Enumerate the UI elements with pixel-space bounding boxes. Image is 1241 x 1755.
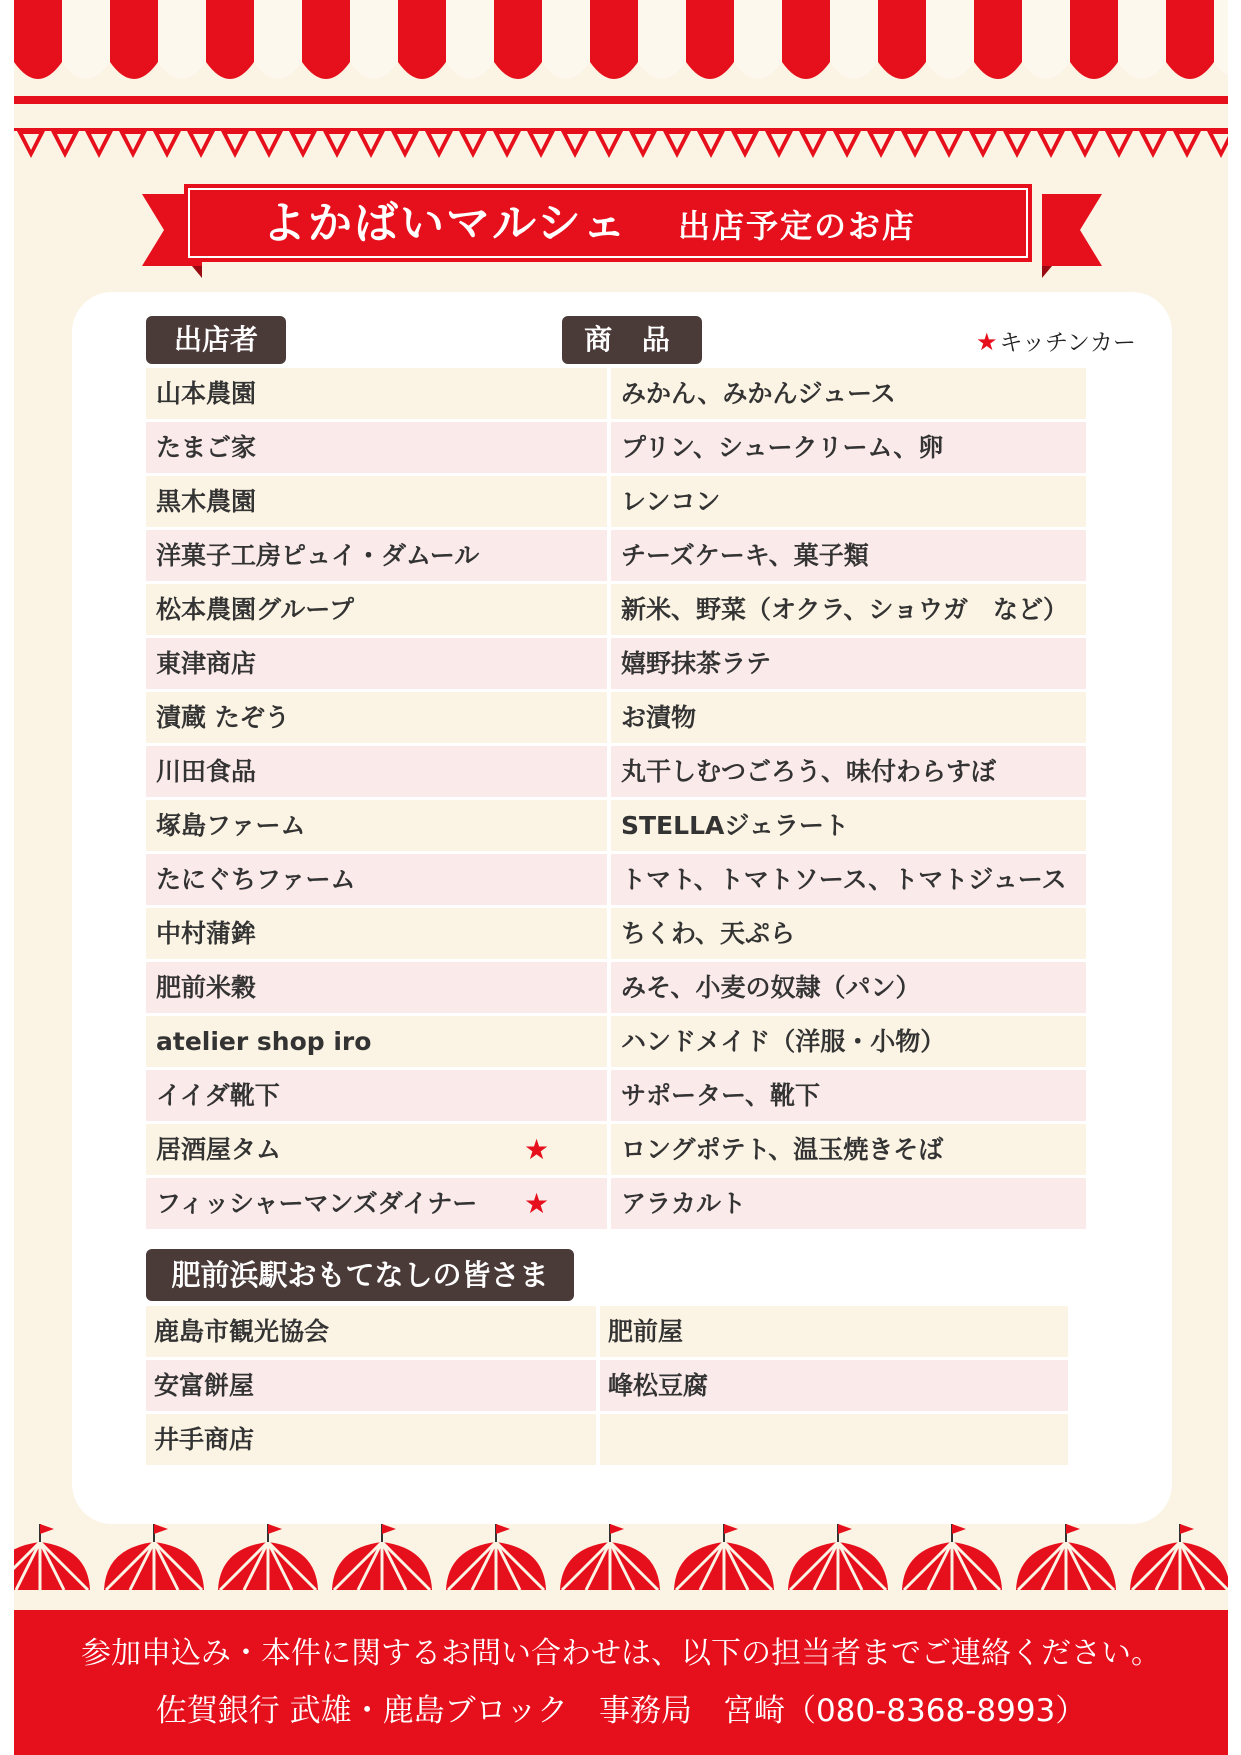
footer-contact-note: 参加申込み・本件に関するお問い合わせは、以下の担当者までご連絡ください。 bbox=[81, 1636, 1161, 1671]
vendor-row bbox=[146, 638, 1086, 689]
vendor-row bbox=[146, 692, 1086, 743]
awning-decoration bbox=[14, 0, 1228, 120]
host-name: 肥前屋 bbox=[600, 1306, 1068, 1357]
kitchen-car-star-icon: ★ bbox=[524, 1187, 550, 1220]
host-row bbox=[146, 1414, 1068, 1465]
footer-bar bbox=[14, 1610, 1228, 1755]
vendor-table bbox=[146, 368, 1086, 1232]
host-name: 鹿島市観光協会 bbox=[146, 1306, 596, 1357]
kitchen-car-star-icon: ★ bbox=[524, 1133, 550, 1166]
vendor-row bbox=[146, 854, 1086, 905]
vendor-row bbox=[146, 1178, 1086, 1229]
vendor-product: ロングポテト、温玉焼きそば bbox=[611, 1124, 1086, 1175]
vendor-name: たにぐちファーム bbox=[146, 854, 607, 905]
vendor-product: ちくわ、天ぷら bbox=[611, 908, 1086, 959]
vendor-name: 肥前米穀 bbox=[146, 962, 607, 1013]
host-table bbox=[146, 1306, 1068, 1468]
vendor-name: 居酒屋タム bbox=[146, 1124, 607, 1175]
vendor-product: ハンドメイド（洋服・小物） bbox=[611, 1016, 1086, 1067]
host-row bbox=[146, 1306, 1068, 1357]
vendor-row bbox=[146, 1070, 1086, 1121]
vendor-name: 東津商店 bbox=[146, 638, 607, 689]
vendor-product: アラカルト bbox=[611, 1178, 1086, 1229]
vendor-name: 塚島ファーム bbox=[146, 800, 607, 851]
vendor-row bbox=[146, 584, 1086, 635]
tent-decoration bbox=[14, 1520, 1228, 1600]
vendor-product: プリン、シュークリーム、卵 bbox=[611, 422, 1086, 473]
hosts-header: 肥前浜駅おもてなしの皆さま bbox=[146, 1249, 574, 1301]
vendor-product: STELLAジェラート bbox=[611, 800, 1086, 851]
vendor-name: 黒木農園 bbox=[146, 476, 607, 527]
host-name bbox=[600, 1414, 1068, 1465]
vendor-product: レンコン bbox=[611, 476, 1086, 527]
vendor-row bbox=[146, 746, 1086, 797]
vendor-product: 嬉野抹茶ラテ bbox=[611, 638, 1086, 689]
host-row bbox=[146, 1360, 1068, 1411]
host-name: 井手商店 bbox=[146, 1414, 596, 1465]
host-name: 峰松豆腐 bbox=[600, 1360, 1068, 1411]
star-icon: ★ bbox=[976, 328, 998, 356]
vendor-product: チーズケーキ、菓子類 bbox=[611, 530, 1086, 581]
vendor-product: 丸干しむつごろう、味付わらすぼ bbox=[611, 746, 1086, 797]
vendor-name: 漬蔵 たぞう bbox=[146, 692, 607, 743]
vendor-row bbox=[146, 422, 1086, 473]
vendor-row bbox=[146, 1016, 1086, 1067]
vendor-name: 松本農園グループ bbox=[146, 584, 607, 635]
legend-label: キッチンカー bbox=[999, 330, 1136, 356]
vendor-product: みかん、みかんジュース bbox=[611, 368, 1086, 419]
kitchen-car-legend bbox=[976, 326, 1136, 358]
event-subtitle: 出店予定のお店 bbox=[678, 207, 917, 245]
vendor-row bbox=[146, 476, 1086, 527]
vendor-row bbox=[146, 908, 1086, 959]
vendor-name: atelier shop iro bbox=[146, 1016, 607, 1067]
vendor-name: たまご家 bbox=[146, 422, 607, 473]
vendor-name: 川田食品 bbox=[146, 746, 607, 797]
product-header: 商 品 bbox=[562, 316, 702, 364]
footer-contact-person: 佐賀銀行 武雄・鹿島ブロック 事務局 宮崎（080-8368-8993） bbox=[155, 1693, 1087, 1729]
vendor-name: 山本農園 bbox=[146, 368, 607, 419]
vendor-row bbox=[146, 800, 1086, 851]
vendor-product: サポーター、靴下 bbox=[611, 1070, 1086, 1121]
vendor-name: フィッシャーマンズダイナー bbox=[146, 1178, 607, 1229]
event-title: よかばいマルシェ bbox=[262, 198, 629, 249]
host-name: 安富餅屋 bbox=[146, 1360, 596, 1411]
vendor-header: 出店者 bbox=[146, 316, 286, 364]
vendor-product: お漬物 bbox=[611, 692, 1086, 743]
vendor-product: みそ、小麦の奴隷（パン） bbox=[611, 962, 1086, 1013]
vendor-row bbox=[146, 368, 1086, 419]
vendor-name: イイダ靴下 bbox=[146, 1070, 607, 1121]
vendor-name: 中村蒲鉾 bbox=[146, 908, 607, 959]
vendor-row bbox=[146, 1124, 1086, 1175]
vendor-row bbox=[146, 962, 1086, 1013]
vendor-name: 洋菓子工房ピュイ・ダムール bbox=[146, 530, 607, 581]
vendor-row bbox=[146, 530, 1086, 581]
vendor-product: 新米、野菜（オクラ、ショウガ など） bbox=[611, 584, 1086, 635]
bunting-decoration bbox=[14, 128, 1228, 162]
vendor-product: トマト、トマトソース、トマトジュース bbox=[611, 854, 1086, 905]
